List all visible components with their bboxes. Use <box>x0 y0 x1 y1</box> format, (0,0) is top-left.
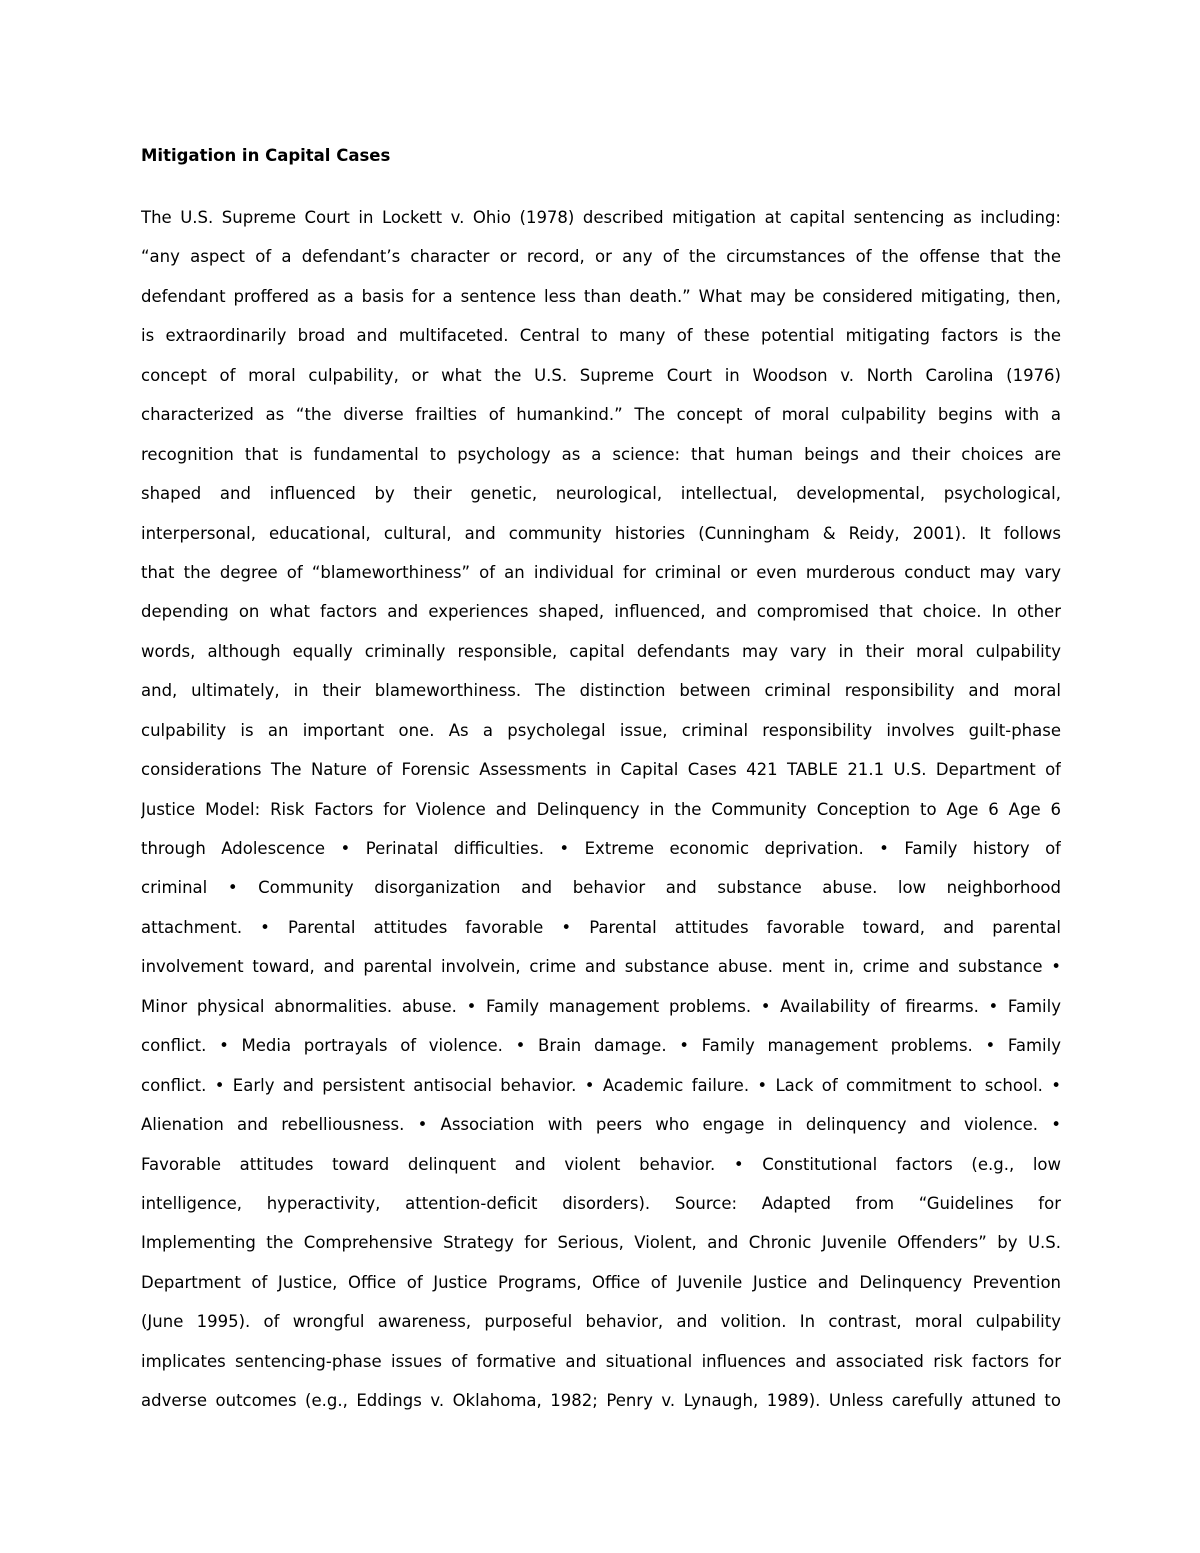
paragraph-line: considerations The Nature of Forensic Assessments in Capital Cases 421 TABLE 21.1 U.S. Department of <box>141 760 1061 780</box>
paragraph-line: conflict. • Early and persistent antisocial behavior. • Academic failure. • Lack of commitment to school. • <box>141 1075 1061 1095</box>
paragraph-line: (June 1995). of wrongful awareness, purposeful behavior, and volition. In contrast, moral culpability <box>141 1312 1061 1332</box>
paragraph-line: conflict. • Media portrayals of violence. • Brain damage. • Family management problems. • Family <box>141 1036 1061 1056</box>
paragraph-line: adverse outcomes (e.g., Eddings v. Oklahoma, 1982; Penry v. Lynaugh, 1989). Unless carefully attuned to <box>141 1391 1061 1411</box>
paragraph-line: shaped and influenced by their genetic, neurological, intellectual, developmental, psychological, <box>141 484 1061 504</box>
document-title: Mitigation in Capital Cases <box>141 146 391 165</box>
paragraph-line: involvement toward, and parental involvein, crime and substance abuse. ment in, crime and substance • <box>141 957 1061 977</box>
paragraph-line: attachment. • Parental attitudes favorable • Parental attitudes favorable toward, and parental <box>141 917 1061 937</box>
paragraph-line: Alienation and rebelliousness. • Association with peers who engage in delinquency and violence. • <box>141 1115 1061 1135</box>
document-body <box>141 198 1061 1421</box>
paragraph-line: through Adolescence • Perinatal difficulties. • Extreme economic deprivation. • Family history of <box>141 839 1061 858</box>
paragraph-line: defendant proffered as a basis for a sentence less than death.” What may be considered mitigating, then, <box>141 286 1061 306</box>
paragraph-line: and, ultimately, in their blameworthiness. The distinction between criminal responsibility and moral <box>141 681 1061 701</box>
paragraph-line: “any aspect of a defendant’s character or record, or any of the circumstances of the offense that the <box>141 247 1061 267</box>
paragraph-line: interpersonal, educational, cultural, and community histories (Cunningham & Reidy, 2001). It follows <box>141 523 1061 543</box>
paragraph-line: characterized as “the diverse frailties of humankind.” The concept of moral culpability begins with a <box>141 405 1061 425</box>
paragraph-line: is extraordinarily broad and multifaceted. Central to many of these potential mitigating factors is the <box>141 326 1061 346</box>
paragraph-line: Minor physical abnormalities. abuse. • Family management problems. • Availability of firearms. • Family <box>141 996 1061 1016</box>
paragraph-line: concept of moral culpability, or what the U.S. Supreme Court in Woodson v. North Carolina (1976) <box>141 365 1061 385</box>
paragraph-line: words, although equally criminally responsible, capital defendants may vary in their moral culpability <box>141 641 1061 661</box>
paragraph-line: culpability is an important one. As a psycholegal issue, criminal responsibility involves guilt-phase <box>141 720 1061 740</box>
paragraph-line: recognition that is fundamental to psychology as a science: that human beings and their choices are <box>141 444 1061 464</box>
paragraph-line: The U.S. Supreme Court in Lockett v. Ohio (1978) described mitigation at capital sentencing as including: <box>141 208 1061 227</box>
paragraph-line: intelligence, hyperactivity, attention-deficit disorders). Source: Adapted from “Guidelines for <box>141 1193 1061 1213</box>
paragraph-line: Implementing the Comprehensive Strategy for Serious, Violent, and Chronic Juvenile Offenders” by U.S. <box>141 1233 1061 1253</box>
paragraph-line: that the degree of “blameworthiness” of an individual for criminal or even murderous conduct may vary <box>141 562 1061 582</box>
paragraph-line: depending on what factors and experiences shaped, influenced, and compromised that choice. In other <box>141 602 1061 622</box>
paragraph-line: implicates sentencing-phase issues of formative and situational influences and associated risk factors for <box>141 1351 1061 1371</box>
paragraph-line: Favorable attitudes toward delinquent and violent behavior. • Constitutional factors (e.g., low <box>141 1154 1061 1174</box>
paragraph-line: Justice Model: Risk Factors for Violence and Delinquency in the Community Conception to Age 6 Age 6 <box>141 799 1061 819</box>
paragraph-line: criminal • Community disorganization and behavior and substance abuse. low neighborhood <box>141 878 1061 898</box>
paragraph-line: Department of Justice, Office of Justice Programs, Office of Juvenile Justice and Delinquency Prevention <box>141 1272 1061 1292</box>
